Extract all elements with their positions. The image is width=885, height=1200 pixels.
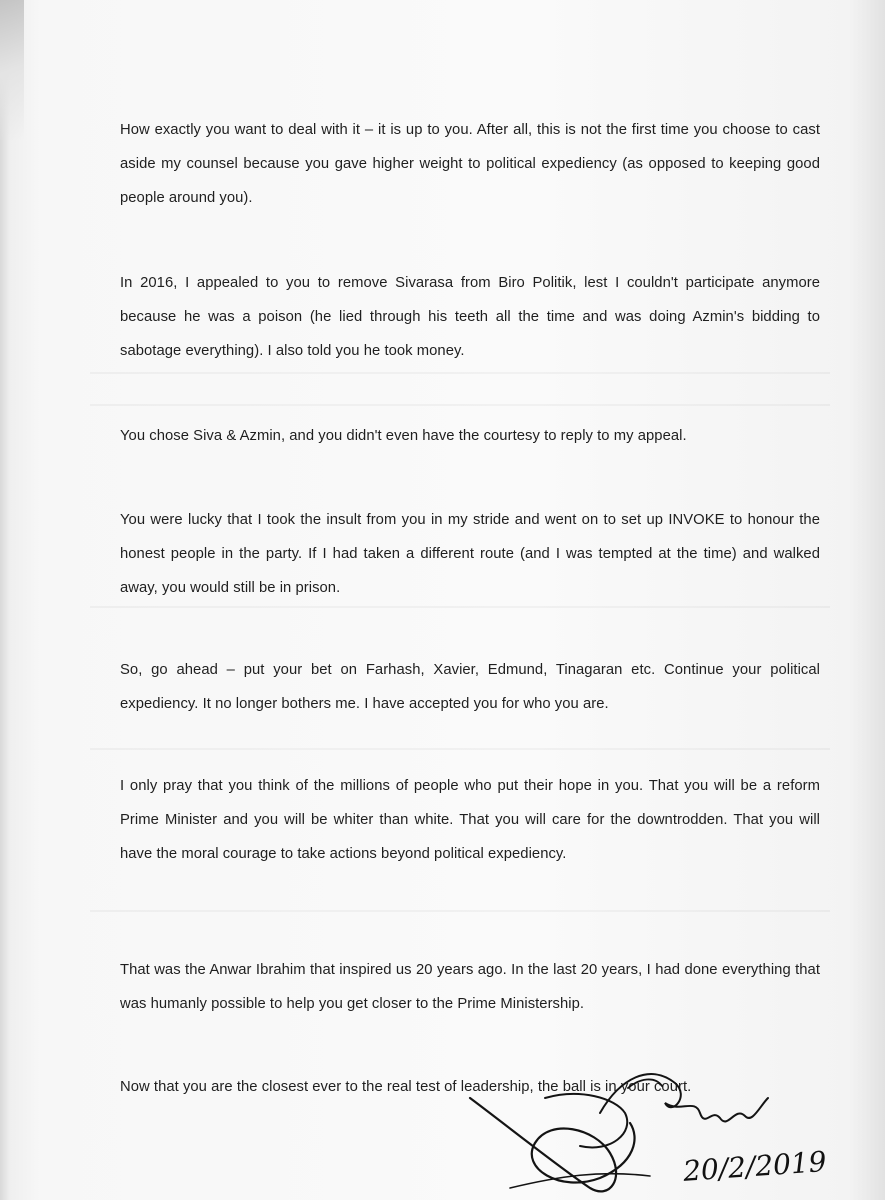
signature-date: 20/2/2019 — [682, 1144, 828, 1188]
show-through-band — [90, 606, 830, 608]
paragraph-counsel: How exactly you want to deal with it – it is up to you. After all, this is not the first time you choose to cast aside my counsel because you gave higher weight to political expediency (as opposed to keeping good people around you). — [120, 122, 820, 206]
paragraph-siva-azmin: You chose Siva & Azmin, and you didn't even have the courtesy to reply to my appeal. — [120, 428, 687, 444]
show-through-band — [90, 748, 830, 750]
paragraph-anwar-ibrahim: That was the Anwar Ibrahim that inspired us 20 years ago. In the last 20 years, I had done everything that was humanly possible to help you get closer to the Prime Ministership. — [120, 962, 820, 1012]
paragraph-pray: I only pray that you think of the millions of people who put their hope in you. That you will be a reform Prime Minister and you will be whiter than white. That you will care for the downtrodden. That you will have the moral courage to take actions beyond political expediency. — [120, 778, 820, 862]
show-through-band — [90, 372, 830, 374]
show-through-band — [90, 404, 830, 406]
page-fold-shadow — [0, 0, 24, 140]
show-through-band — [90, 910, 830, 912]
paragraph-ball-in-court: Now that you are the closest ever to the real test of leadership, the ball is in your court. — [120, 1079, 692, 1095]
paragraph-2016-appeal: In 2016, I appealed to you to remove Sivarasa from Biro Politik, lest I couldn't participate anymore because he was a poison (he lied through his teeth all the time and was doing Azmin's bidding to sabotage everything). I also told you he took money. — [120, 275, 820, 359]
paragraph-go-ahead: So, go ahead – put your bet on Farhash, Xavier, Edmund, Tinagaran etc. Continue your political expediency. It no longer bothers me. I have accepted you for who you are. — [120, 662, 820, 712]
paragraph-invoke: You were lucky that I took the insult from you in my stride and went on to set up INVOKE to honour the honest people in the party. If I had taken a different route (and I was tempted at the time) and walked away, you would still be in prison. — [120, 512, 820, 596]
